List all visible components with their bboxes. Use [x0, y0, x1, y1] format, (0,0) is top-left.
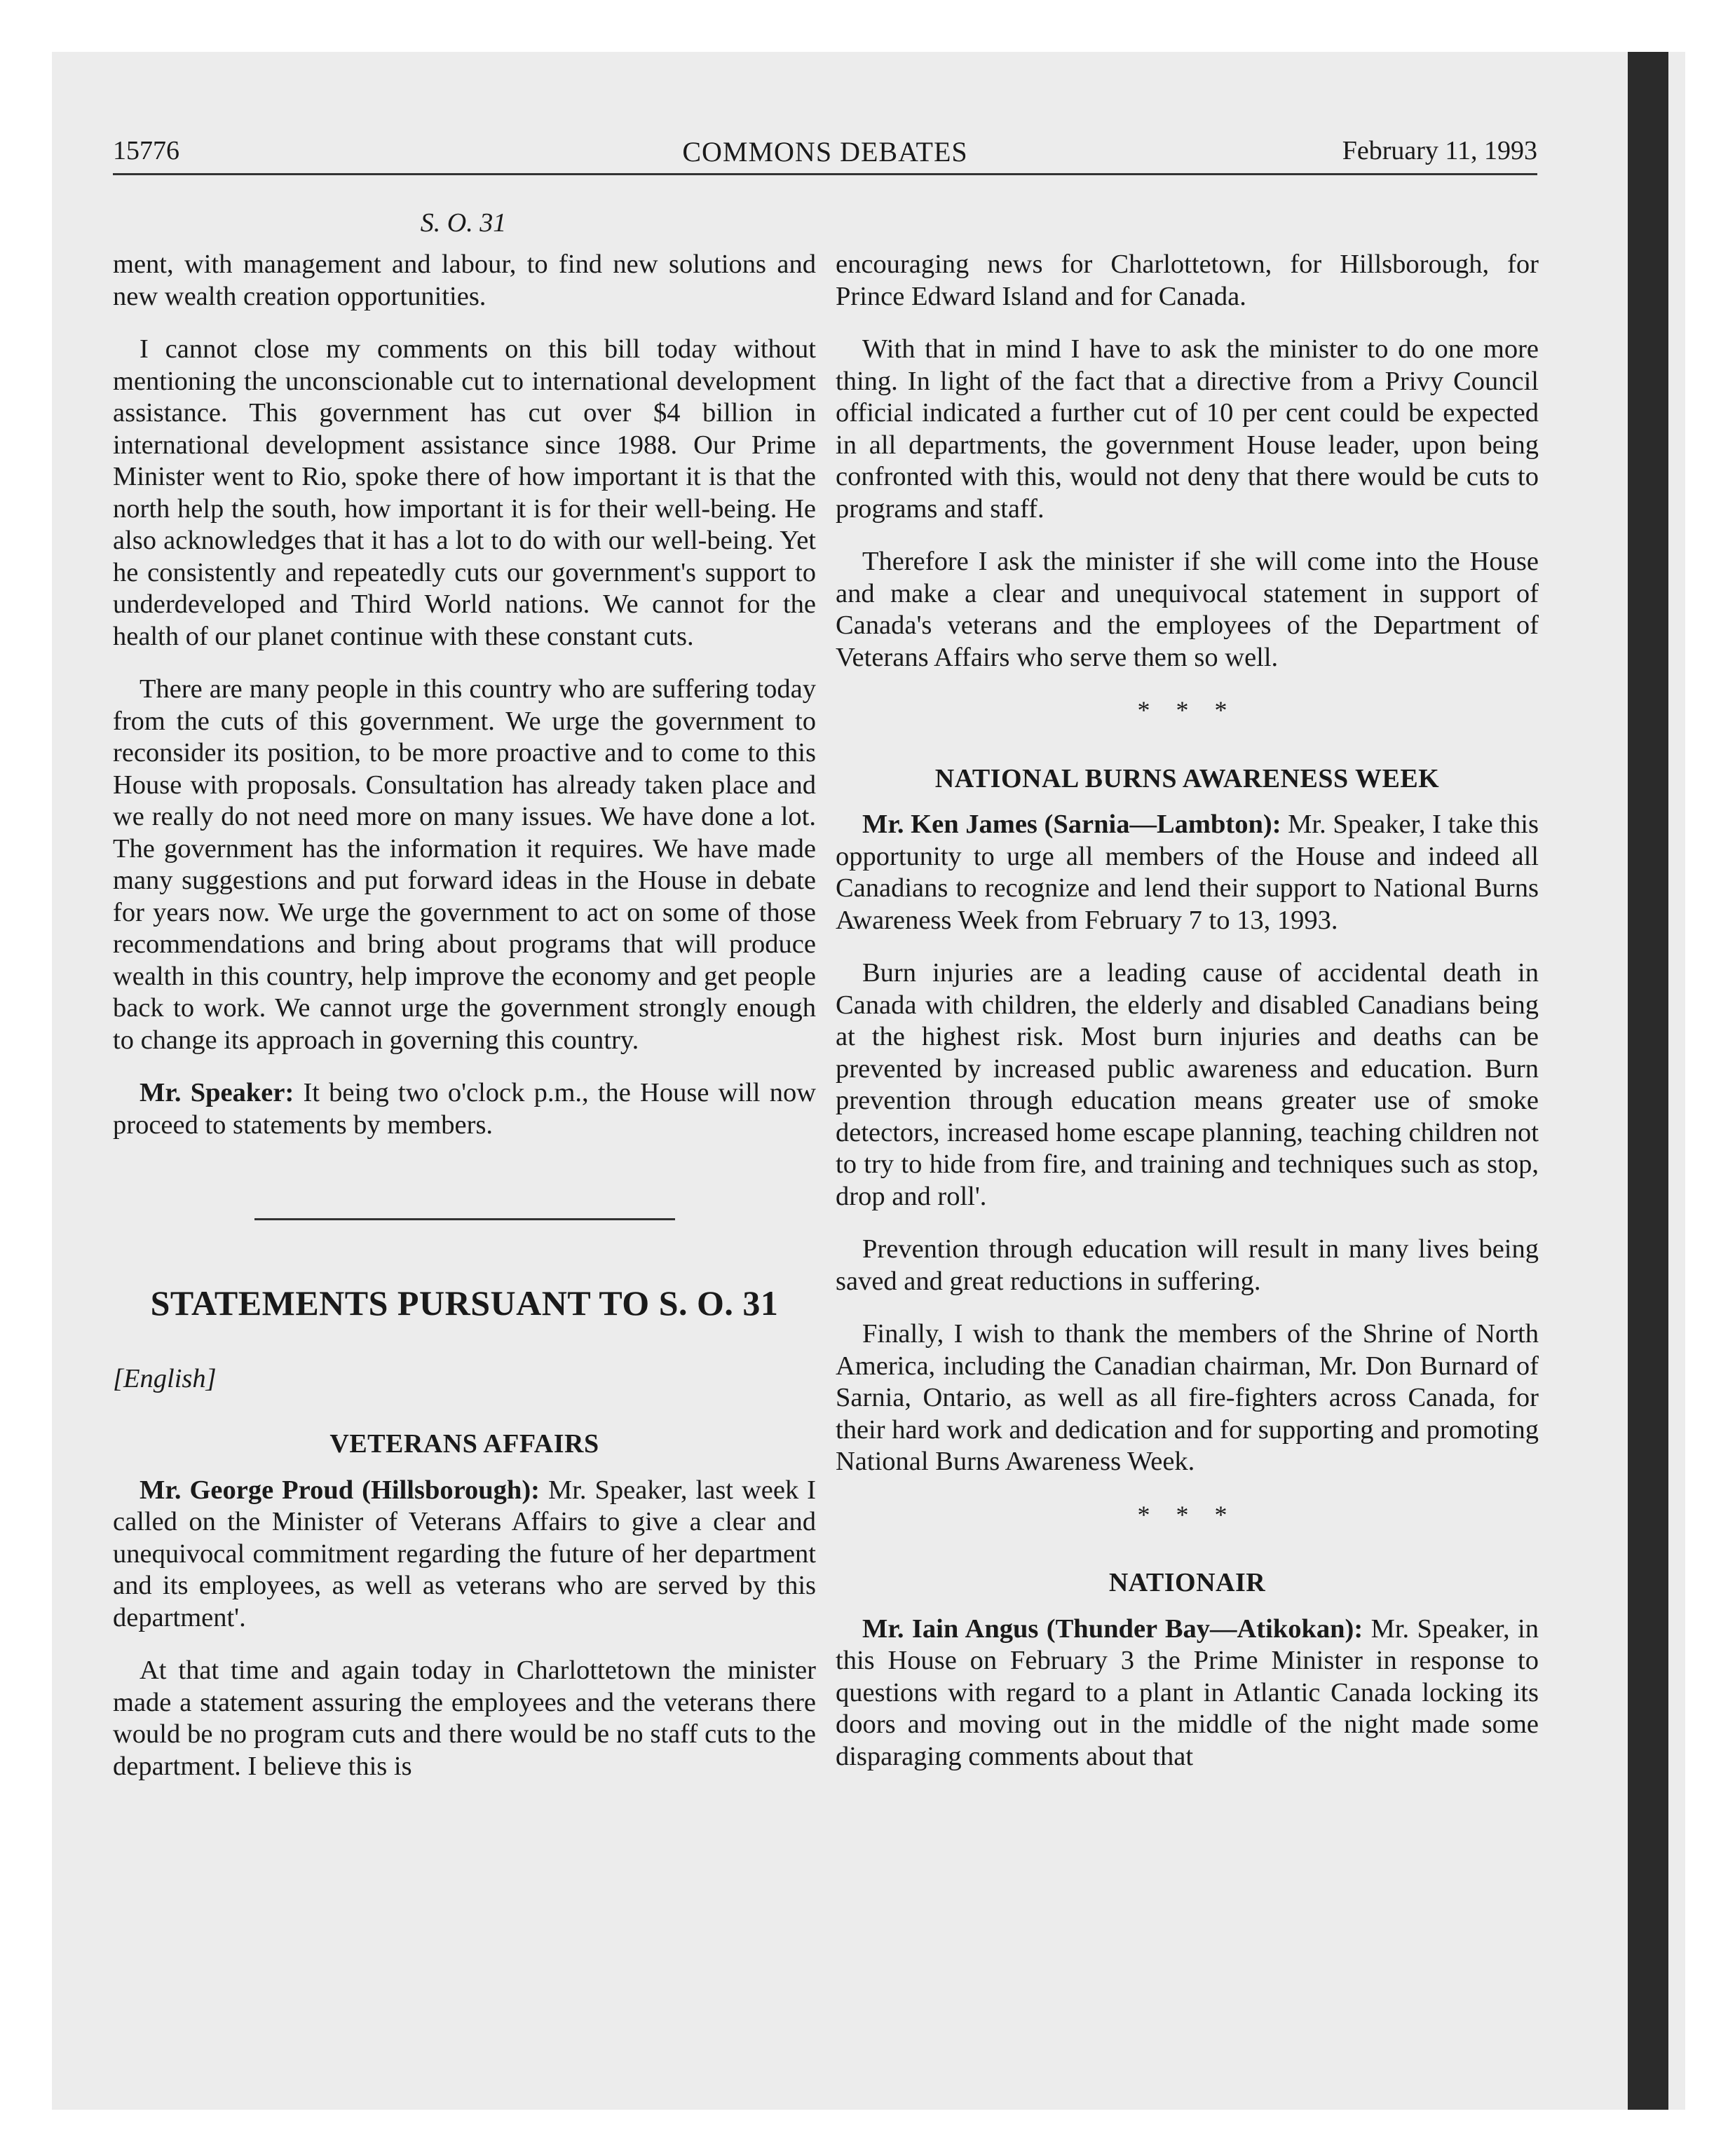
page-number: 15776 — [113, 136, 179, 165]
paragraph: Prevention through education will result in many lives being saved and great reductions in suffering. — [836, 1234, 1539, 1296]
paragraph — [113, 1475, 816, 1635]
paragraph: ment, with management and labour, to find new solutions and new wealth creation opportunities. — [113, 250, 816, 311]
speaker-name: Mr. Iain Angus (Thunder Bay—Atikokan): — [862, 1613, 1363, 1644]
speaker-name: Mr. Ken James (Sarnia—Lambton): — [862, 810, 1281, 839]
scan-edge-shadow — [1628, 52, 1668, 2110]
speaker-text: Mr. Speaker, last week I called on the Minister of Veterans Affairs to give a clear and unequivocal commitment regarding the future of her department and its employees, as well as veterans who are served by this department'. — [113, 1475, 816, 1632]
language-tag: [English] — [113, 1363, 217, 1393]
section-title: STATEMENTS PURSUANT TO S. O. 31 — [150, 1283, 779, 1323]
right-column — [836, 249, 1539, 1794]
paragraph: I cannot close my comments on this bill today without mentioning the unconscionable cut to international development assistance. This government has cut over $4 billion in international development assistance since 1988. Our Prime Minister went to Rio, spoke there of how important it is that the north help the south, how important it is for their well-being. He also acknowledges that it has a lot to do with our well-being. Yet he consistently and repeatedly cuts our government's support to underdeveloped and Third World nations. We cannot for the health of our planet continue with these constant cuts. — [113, 334, 816, 651]
paragraph — [836, 1613, 1539, 1773]
speaker-text: It being two o'clock p.m., the House will now proceed to statements by members. — [113, 1078, 816, 1140]
section-separator: * * * — [1137, 1500, 1237, 1529]
paragraph: At that time and again today in Charlottetown the minister made a statement assuring the employees and the veterans there would be no program cuts and there would be no staff cuts to the department. I believe this is — [113, 1656, 816, 1781]
speaker-text: Mr. Speaker, in this House on February 3 the Prime Minister in response to questions with regard to a plant in Atlantic Canada locking its doors and moving out in the middle of the night made some disparaging comments about that — [836, 1613, 1539, 1771]
speaker-name: Mr. George Proud (Hillsborough): — [140, 1475, 540, 1505]
speaker-name: Mr. Speaker: — [140, 1078, 294, 1107]
paragraph: There are many people in this country who are suffering today from the cuts of this government. We urge the government to reconsider its position, to be more proactive and to come to this House with proposals. Consultation has already taken place and we really do not need more on many issues. We have done a lot. The government has the information it requires. We have made many suggestions and put forward ideas in the House in debate for years now. We urge the government to act on some of those recommendations and bring about programs that will produce wealth in this country, help improve the economy and get people back to work. We cannot urge the government strongly enough to change its approach in governing this country. — [113, 674, 816, 1055]
paragraph: Finally, I wish to thank the members of the Shrine of North America, including the Canadian chairman, Mr. Don Burnard of Sarnia, Ontario, as well as all fire-fighters across Canada, for their hard work and dedication and for supporting and promoting National Burns Awareness Week. — [836, 1319, 1539, 1476]
page-date: February 11, 1993 — [1342, 136, 1537, 165]
paragraph — [836, 809, 1539, 936]
section-marker: S. O. 31 — [420, 208, 507, 238]
section-separator: * * * — [1137, 696, 1237, 724]
paragraph: Therefore I ask the minister if she will come into the House and make a clear and unequivocal statement in support of Canada's veterans and the employees of the Department of Veterans Affairs who serve them so well. — [836, 547, 1539, 672]
paragraph: Burn injuries are a leading cause of accidental death in Canada with children, the elderly and disabled Canadians being at the highest risk. Most burn injuries and deaths can be prevented by increased public awareness and education. Burn prevention through education means greater use of smoke detectors, increased home escape planning, teaching children not to try to hide from fire, and training and techniques such as stop, drop and roll'. — [836, 958, 1539, 1211]
subheading-burns-awareness: NATIONAL BURNS AWARENESS WEEK — [934, 763, 1440, 793]
subheading-veterans-affairs: VETERANS AFFAIRS — [329, 1429, 599, 1459]
section-divider — [254, 1218, 675, 1220]
paragraph: encouraging news for Charlottetown, for Hillsborough, for Prince Edward Island and for Canada. — [836, 250, 1539, 311]
paragraph — [113, 1077, 816, 1141]
paragraph: With that in mind I have to ask the minister to do one more thing. In light of the fact that a directive from a Privy Council official indicated a further cut of 10 per cent could be expected in all departments, the government House leader, upon being confronted with this, would not deny that there would be cuts to programs and staff. — [836, 334, 1539, 524]
subheading-nationair: NATIONAIR — [1108, 1568, 1266, 1597]
left-column — [113, 249, 816, 1803]
publication-title: COMMONS DEBATES — [682, 136, 968, 168]
speaker-text: Mr. Speaker, I take this opportunity to urge all members of the House and indeed all Canadians to recognize and lend their support to National Burns Awareness Week from February 7 to 13, 1993. — [836, 810, 1539, 935]
page-header — [113, 130, 1537, 175]
